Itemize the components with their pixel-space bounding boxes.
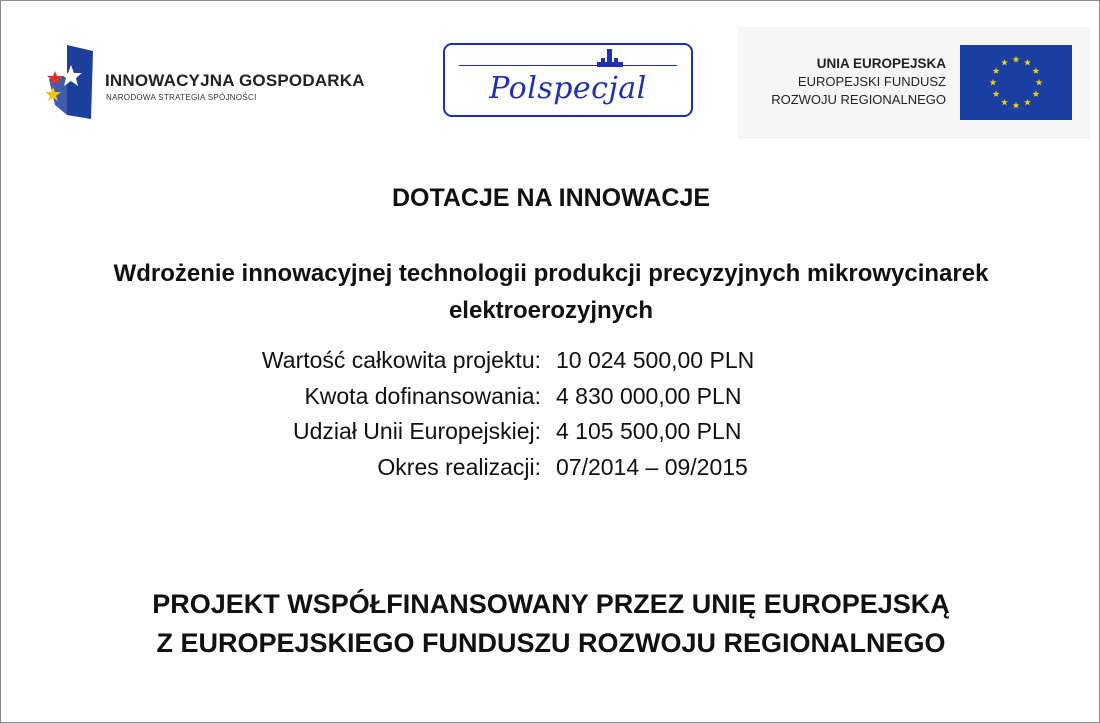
detail-row [151, 347, 951, 383]
detail-label: Okres realizacji: [377, 453, 541, 480]
detail-value: 10 024 500,00 PLN [556, 347, 755, 373]
detail-row [151, 383, 951, 419]
innowacyjna-gospodarka-mark-icon [45, 45, 93, 119]
cofinancing-footer [1, 585, 1100, 663]
detail-value: 4 105 500,00 PLN [556, 418, 742, 444]
detail-row [151, 418, 951, 454]
eu-text [771, 55, 946, 109]
innowacyjna-gospodarka-logo [45, 45, 385, 125]
eu-logo-block [738, 27, 1090, 139]
polspecjal-logo-line [459, 65, 677, 66]
eu-line-2: EUROPEJSKI FUNDUSZ [797, 74, 946, 89]
eu-line-1: UNIA EUROPEJSKA [816, 56, 946, 71]
detail-value: 4 830 000,00 PLN [556, 382, 742, 409]
project-details [151, 347, 951, 489]
innowacyjna-gospodarka-title: INNOWACYJNA GOSPODARKA [105, 71, 365, 90]
detail-label: Udział Unii Europejskiej: [293, 418, 541, 444]
project-title-line-1: Wdrożenie innowacyjnej technologii produkcji precyzyjnych mikrowycinarek [113, 260, 989, 287]
eu-flag-icon [960, 45, 1072, 120]
page-heading: DOTACJE NA INNOWACJE [391, 184, 711, 212]
polspecjal-tower-icon [595, 49, 625, 67]
eu-line-3: ROZWOJU REGIONALNEGO [771, 92, 946, 107]
polspecjal-logo [443, 43, 693, 117]
detail-label: Wartość całkowita projektu: [261, 347, 541, 373]
detail-value: 07/2014 – 09/2015 [556, 453, 748, 480]
detail-label: Kwota dofinansowania: [304, 382, 541, 409]
footer-line-1: PROJEKT WSPÓŁFINANSOWANY PRZEZ UNIĘ EUROPEJSKĄ [152, 589, 950, 619]
footer-line-2: Z EUROPEJSKIEGO FUNDUSZU ROZWOJU REGIONALNEGO [156, 628, 946, 658]
innowacyjna-gospodarka-subtitle: NARODOWA STRATEGIA SPÓJNOŚCI [106, 93, 257, 102]
project-title [21, 255, 1081, 329]
polspecjal-name: Polspecjal [489, 71, 647, 106]
detail-row [151, 454, 951, 490]
project-title-line-2: elektroerozyjnych [448, 297, 654, 324]
